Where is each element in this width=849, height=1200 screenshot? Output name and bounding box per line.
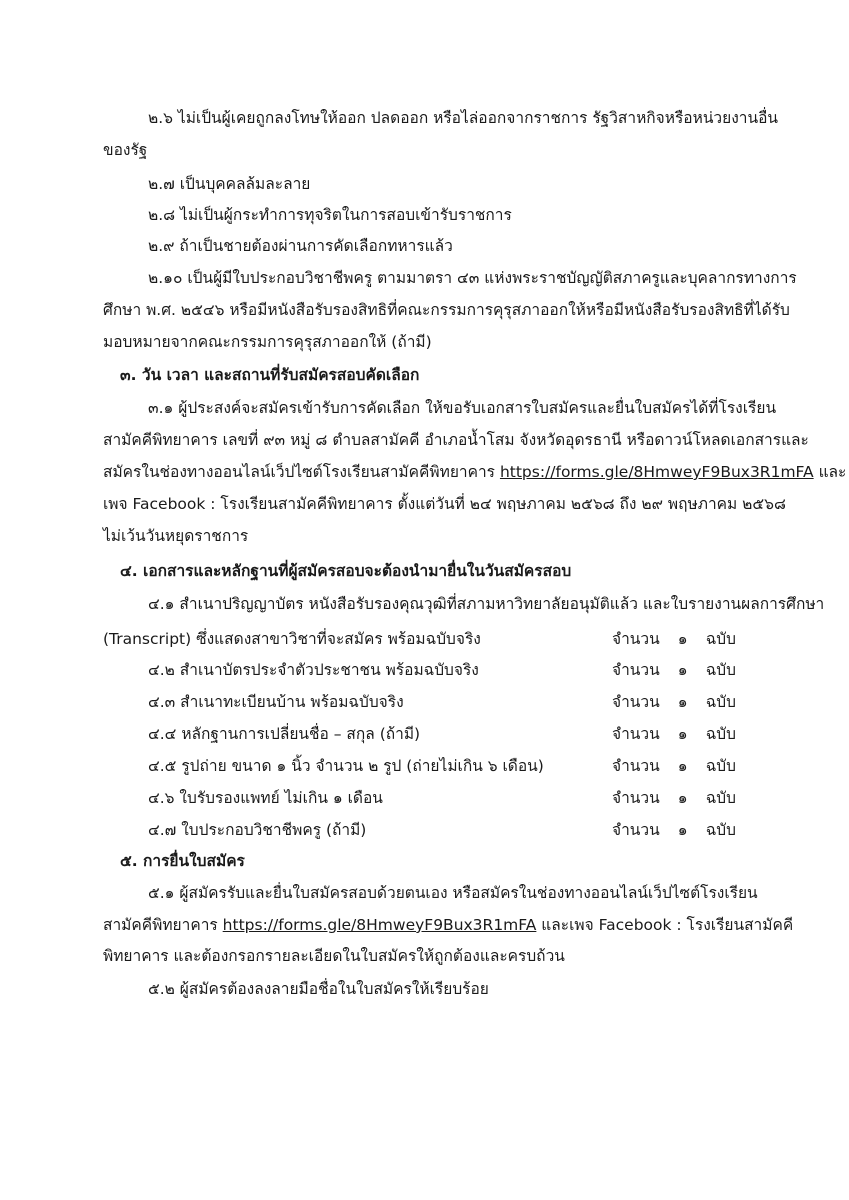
qty-number: ๑ bbox=[677, 661, 688, 679]
quantity bbox=[612, 626, 736, 651]
qty-label: จำนวน bbox=[612, 630, 660, 648]
qty-label: จำนวน bbox=[612, 661, 660, 679]
item-5-1-line1: ๕.๑ ผู้สมัครรับและยื่นใบสมัครสอบด้วยตนเอง หรือสมัครในช่องทางออนไลน์เว็ปไซต์โรงเรียน bbox=[148, 884, 758, 902]
doc-row-4-4 bbox=[0, 721, 849, 741]
item-3-1-line3 bbox=[103, 462, 846, 482]
item-3-1-line2: สามัคคีพิทยาคาร เลขที่ ๙๓ หมู่ ๘ ตำบลสามัคคี อำเภอน้ำโสม จังหวัดอุดรธานี หรือดาวน์โหลดเอกสารและ bbox=[103, 431, 809, 449]
doc-row-4-2 bbox=[0, 657, 849, 677]
doc-row-4-7 bbox=[0, 817, 849, 837]
item-4-3: ๔.๓ สำเนาทะเบียนบ้าน พร้อมฉบับจริง bbox=[148, 693, 404, 711]
item-2-7: ๒.๗ เป็นบุคคลล้มละลาย bbox=[148, 175, 311, 193]
quantity bbox=[612, 785, 736, 810]
quantity bbox=[612, 657, 736, 682]
doc-row-4-3 bbox=[0, 689, 849, 709]
item-2-8: ๒.๘ ไม่เป็นผู้กระทำการทุจริตในการสอบเข้ารับราชการ bbox=[148, 206, 512, 224]
item-4-1-line1: ๔.๑ สำเนาปริญญาบัตร หนังสือรับรองคุณวุฒิที่สภามหาวิทยาลัยอนุมัติแล้ว และใบรายงานผลการศึกษา bbox=[148, 595, 825, 613]
qty-unit: ฉบับ bbox=[705, 725, 736, 743]
doc-row-4-5 bbox=[0, 753, 849, 773]
item-5-2: ๕.๒ ผู้สมัครต้องลงลายมือชื่อในใบสมัครให้เรียบร้อย bbox=[148, 980, 489, 998]
application-form-link-2[interactable]: https://forms.gle/8HmweyF9Bux3R1mFA bbox=[222, 916, 537, 934]
qty-number: ๑ bbox=[677, 821, 688, 839]
item-2-6-line2: ของรัฐ bbox=[103, 141, 148, 159]
item-2-9: ๒.๙ ถ้าเป็นชายต้องผ่านการคัดเลือกทหารแล้ว bbox=[148, 237, 453, 255]
item-4-1-line2: (Transcript) ซึ่งแสดงสาขาวิชาที่จะสมัคร พร้อมฉบับจริง bbox=[103, 630, 481, 648]
qty-number: ๑ bbox=[677, 725, 688, 743]
quantity bbox=[612, 753, 736, 778]
qty-unit: ฉบับ bbox=[705, 789, 736, 807]
item-5-1-line2 bbox=[103, 915, 793, 935]
item-3-1-line5: ไม่เว้นวันหยุดราชการ bbox=[103, 527, 249, 545]
item-3-1-line3-text: สมัครในช่องทางออนไลน์เว็ปไซต์โรงเรียนสามัคคีพิทยาคาร bbox=[103, 463, 500, 481]
section-5-heading: ๕. การยื่นใบสมัคร bbox=[120, 852, 245, 870]
item-3-1-line4: เพจ Facebook : โรงเรียนสามัคคีพิทยาคาร ตั้งแต่วันที่ ๒๔ พฤษภาคม ๒๕๖๘ ถึง ๒๙ พฤษภาคม ๒๕๖๘ bbox=[103, 495, 786, 513]
item-4-5: ๔.๕ รูปถ่าย ขนาด ๑ นิ้ว จำนวน ๒ รูป (ถ่ายไม่เกิน ๖ เดือน) bbox=[148, 757, 544, 775]
qty-label: จำนวน bbox=[612, 821, 660, 839]
item-2-10-line3: มอบหมายจากคณะกรรมการคุรุสภาออกให้ (ถ้ามี) bbox=[103, 333, 432, 351]
qty-label: จำนวน bbox=[612, 789, 660, 807]
qty-unit: ฉบับ bbox=[705, 693, 736, 711]
qty-label: จำนวน bbox=[612, 757, 660, 775]
item-5-1-line3: พิทยาคาร และต้องกรอกรายละเอียดในใบสมัครให้ถูกต้องและครบถ้วน bbox=[103, 947, 565, 965]
section-4-heading: ๔. เอกสารและหลักฐานที่ผู้สมัครสอบจะต้องนำมายื่นในวันสมัครสอบ bbox=[120, 562, 572, 580]
doc-row-4-6 bbox=[0, 785, 849, 805]
item-2-10-line2: ศึกษา พ.ศ. ๒๕๔๖ หรือมีหนังสือรับรองสิทธิที่คณะกรรมการคุรุสภาออกให้หรือมีหนังสือรับรองสิทธิที่ได้รับ bbox=[103, 301, 790, 319]
item-5-1-line2-text: สามัคคีพิทยาคาร bbox=[103, 916, 223, 934]
qty-unit: ฉบับ bbox=[705, 757, 736, 775]
qty-number: ๑ bbox=[677, 757, 688, 775]
application-form-link[interactable]: https://forms.gle/8HmweyF9Bux3R1mFA bbox=[499, 463, 814, 481]
item-4-7: ๔.๗ ใบประกอบวิชาชีพครู (ถ้ามี) bbox=[148, 821, 367, 839]
qty-label: จำนวน bbox=[612, 693, 660, 711]
item-3-1-line3-tail: และ bbox=[813, 463, 847, 481]
item-4-4: ๔.๔ หลักฐานการเปลี่ยนชื่อ – สกุล (ถ้ามี) bbox=[148, 725, 421, 743]
item-2-6-line1: ๒.๖ ไม่เป็นผู้เคยถูกลงโทษให้ออก ปลดออก หรือไล่ออกจากราชการ รัฐวิสาหกิจหรือหน่วยงานอื่น bbox=[148, 109, 778, 127]
qty-unit: ฉบับ bbox=[705, 821, 736, 839]
qty-unit: ฉบับ bbox=[705, 630, 736, 648]
item-3-1-line1: ๓.๑ ผู้ประสงค์จะสมัครเข้ารับการคัดเลือก ให้ขอรับเอกสารใบสมัครและยื่นใบสมัครได้ที่โรงเรียน bbox=[148, 399, 777, 417]
quantity bbox=[612, 817, 736, 842]
item-4-6: ๔.๖ ใบรับรองแพทย์ ไม่เกิน ๑ เดือน bbox=[148, 789, 383, 807]
qty-number: ๑ bbox=[677, 789, 688, 807]
doc-row-4-1 bbox=[0, 626, 849, 646]
item-4-2: ๔.๒ สำเนาบัตรประจำตัวประชาชน พร้อมฉบับจริง bbox=[148, 661, 479, 679]
item-5-1-line2-tail: และเพจ Facebook : โรงเรียนสามัคคี bbox=[536, 916, 794, 934]
qty-label: จำนวน bbox=[612, 725, 660, 743]
qty-unit: ฉบับ bbox=[705, 661, 736, 679]
item-2-10-line1: ๒.๑๐ เป็นผู้มีใบประกอบวิชาชีพครู ตามมาตรา ๔๓ แห่งพระราชบัญญัติสภาครูและบุคลากรทางการ bbox=[148, 269, 797, 287]
qty-number: ๑ bbox=[677, 630, 688, 648]
qty-number: ๑ bbox=[677, 693, 688, 711]
quantity bbox=[612, 721, 736, 746]
section-3-heading: ๓. วัน เวลา และสถานที่รับสมัครสอบคัดเลือก bbox=[120, 366, 420, 384]
quantity bbox=[612, 689, 736, 714]
